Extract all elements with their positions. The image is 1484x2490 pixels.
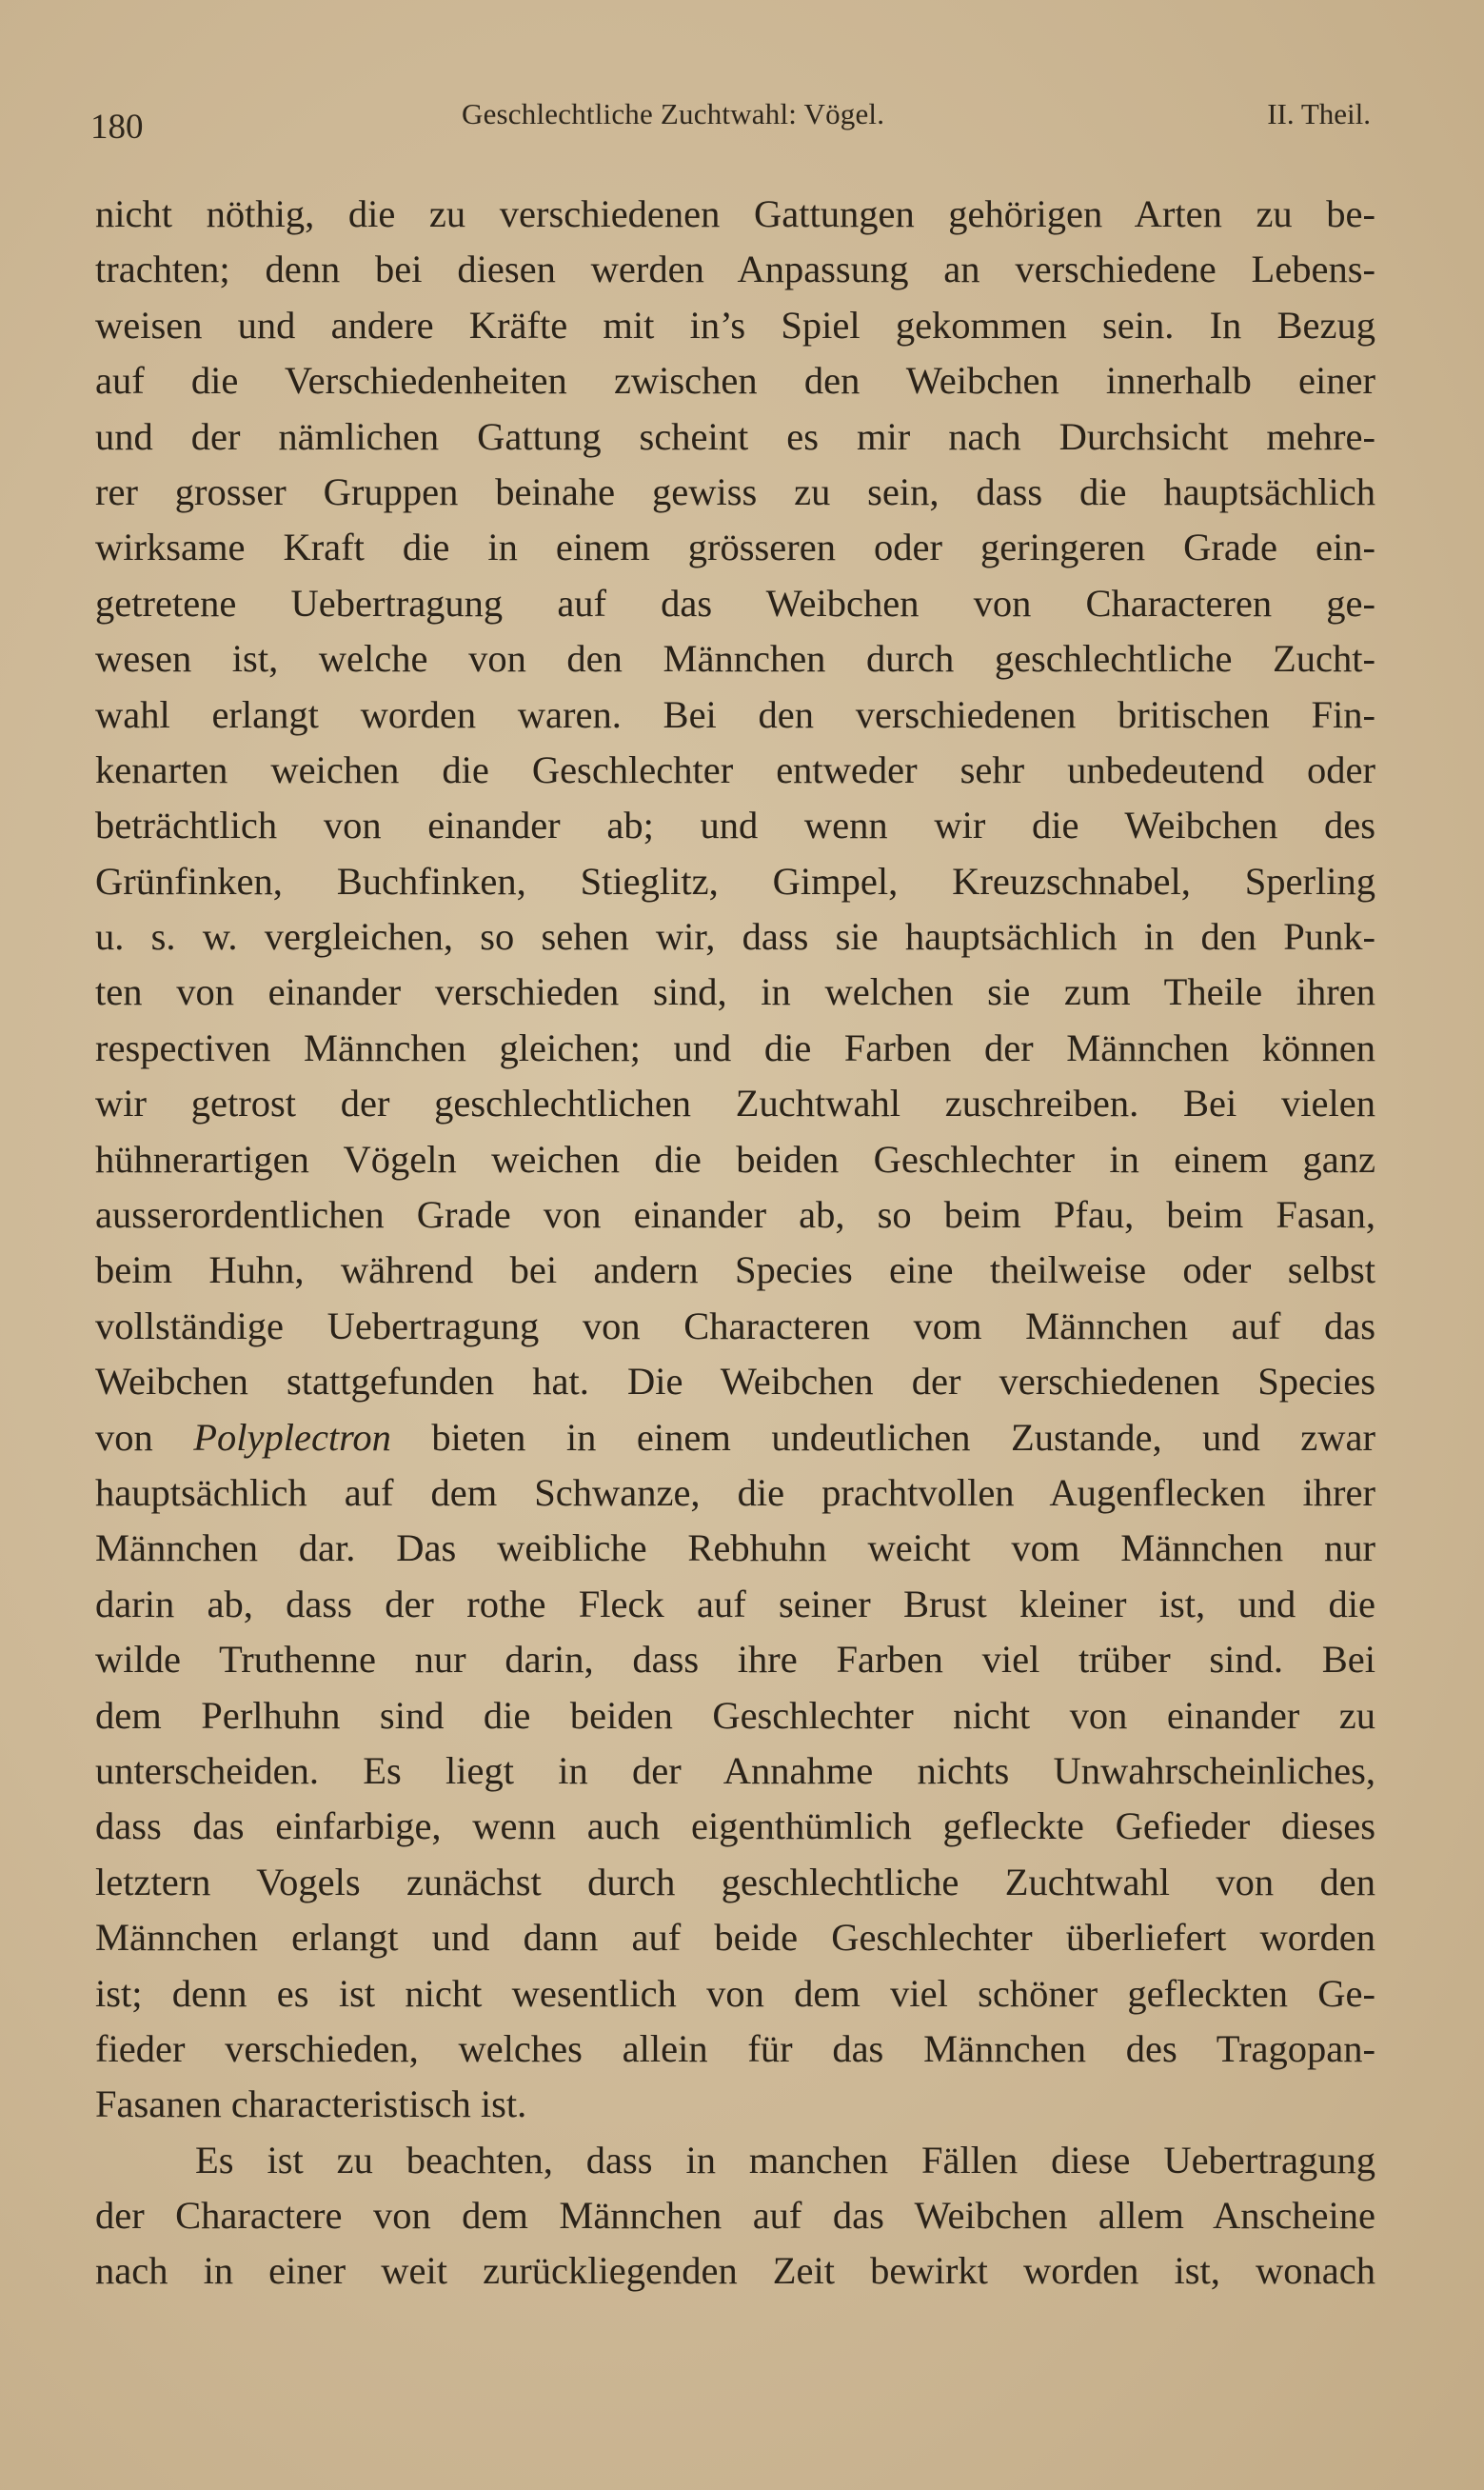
- text-fragment: von: [95, 1415, 194, 1459]
- text-line: unterscheiden. Es liegt in der Annahme nichts Unwahrscheinliches,: [95, 1748, 1375, 1792]
- text-line: trachten; denn bei diesen werden Anpassung an verschiedene Lebens-: [95, 248, 1375, 291]
- text-line: dem Perlhuhn sind die beiden Geschlechter nicht von einander zu: [95, 1693, 1375, 1737]
- paragraph-end-line: Fasanen characteristisch ist.: [95, 2082, 527, 2126]
- genus-name-italic: Polyplectron: [193, 1415, 391, 1459]
- page-number: 180: [90, 108, 144, 147]
- text-line: dass das einfarbige, wenn auch eigenthümlich gefleckte Gefieder dieses: [95, 1804, 1375, 1848]
- text-line: wesen ist, welche von den Männchen durch geschlechtliche Zucht-: [95, 637, 1375, 681]
- text-line: wahl erlangt worden waren. Bei den verschiedenen britischen Fin-: [95, 692, 1375, 736]
- text-line: hauptsächlich auf dem Schwanze, die prachtvollen Augenflecken ihrer: [95, 1470, 1375, 1514]
- text-line: ten von einander verschieden sind, in welchen sie zum Theile ihren: [95, 970, 1375, 1014]
- text-line: nach in einer weit zurückliegenden Zeit bewirkt worden ist, wonach: [95, 2249, 1375, 2293]
- running-header: [90, 95, 1371, 147]
- running-title: Geschlechtliche Zuchtwahl: Vögel.: [462, 97, 885, 130]
- body-text: [95, 187, 1375, 2300]
- text-line: kenarten weichen die Geschlechter entweder sehr unbedeutend oder: [95, 747, 1375, 791]
- text-line: u. s. w. vergleichen, so sehen wir, dass sie hauptsächlich in den Punk-: [95, 915, 1375, 959]
- text-line: Grünfinken, Buchfinken, Stieglitz, Gimpel, Kreuzschnabel, Sperling: [95, 859, 1375, 903]
- text-line: wir getrost der geschlechtlichen Zuchtwahl zuschreiben. Bei vielen: [95, 1082, 1375, 1125]
- text-line: wilde Truthenne nur darin, dass ihre Farben viel trüber sind. Bei: [95, 1638, 1375, 1682]
- text-line: Weibchen stattgefunden hat. Die Weibchen der verschiedenen Species: [95, 1360, 1375, 1404]
- text-line: und der nämlichen Gattung scheint es mir nach Durchsicht mehre-: [95, 414, 1375, 458]
- text-line: ausserordentlichen Grade von einander ab, so beim Pfau, beim Fasan,: [95, 1193, 1375, 1237]
- text-line: weisen und andere Kräfte mit in’s Spiel gekommen sein. In Bezug: [95, 303, 1375, 347]
- text-line-polyplectron: [95, 1410, 1375, 1465]
- text-line: wirksame Kraft die in einem grösseren oder geringeren Grade ein-: [95, 526, 1375, 569]
- text-line: vollständige Uebertragung von Characteren vom Männchen auf das: [95, 1304, 1375, 1347]
- text-line: Männchen dar. Das weibliche Rebhuhn weicht vom Männchen nur: [95, 1526, 1375, 1570]
- text-line: darin ab, dass der rothe Fleck auf seiner Brust kleiner ist, und die: [95, 1582, 1375, 1625]
- text-line: hühnerartigen Vögeln weichen die beiden Geschlechter in einem ganz: [95, 1137, 1375, 1181]
- text-line: beträchtlich von einander ab; und wenn wir die Weibchen des: [95, 804, 1375, 847]
- text-line: fieder verschieden, welches allein für das Männchen des Tragopan-: [95, 2026, 1375, 2070]
- part-label: II. Theil.: [1267, 97, 1371, 130]
- text-line: getretene Uebertragung auf das Weibchen von Characteren ge-: [95, 581, 1375, 625]
- text-line: letztern Vogels zunächst durch geschlechtliche Zuchtwahl von den: [95, 1860, 1375, 1903]
- text-line: ist; denn es ist nicht wesentlich von dem viel schöner gefleckten Ge-: [95, 1971, 1375, 2015]
- text-line: auf die Verschiedenheiten zwischen den Weibchen innerhalb einer: [95, 359, 1375, 403]
- text-line: Männchen erlangt und dann auf beide Geschlechter überliefert worden: [95, 1916, 1375, 1960]
- paragraph-start-line: Es ist zu beachten, dass in manchen Fällen diese Uebertragung: [195, 2138, 1375, 2181]
- text-fragment: bieten in einem undeutlichen Zustande, und zwar: [390, 1415, 1375, 1459]
- text-line: beim Huhn, während bei andern Species eine theilweise oder selbst: [95, 1248, 1375, 1292]
- text-line: nicht nöthig, die zu verschiedenen Gattungen gehörigen Arten zu be-: [95, 192, 1375, 235]
- text-line: rer grosser Gruppen beinahe gewiss zu sein, dass die hauptsächlich: [95, 469, 1375, 513]
- text-line: respectiven Männchen gleichen; und die Farben der Männchen können: [95, 1026, 1375, 1069]
- text-line: der Charactere von dem Männchen auf das Weibchen allem Anscheine: [95, 2194, 1375, 2238]
